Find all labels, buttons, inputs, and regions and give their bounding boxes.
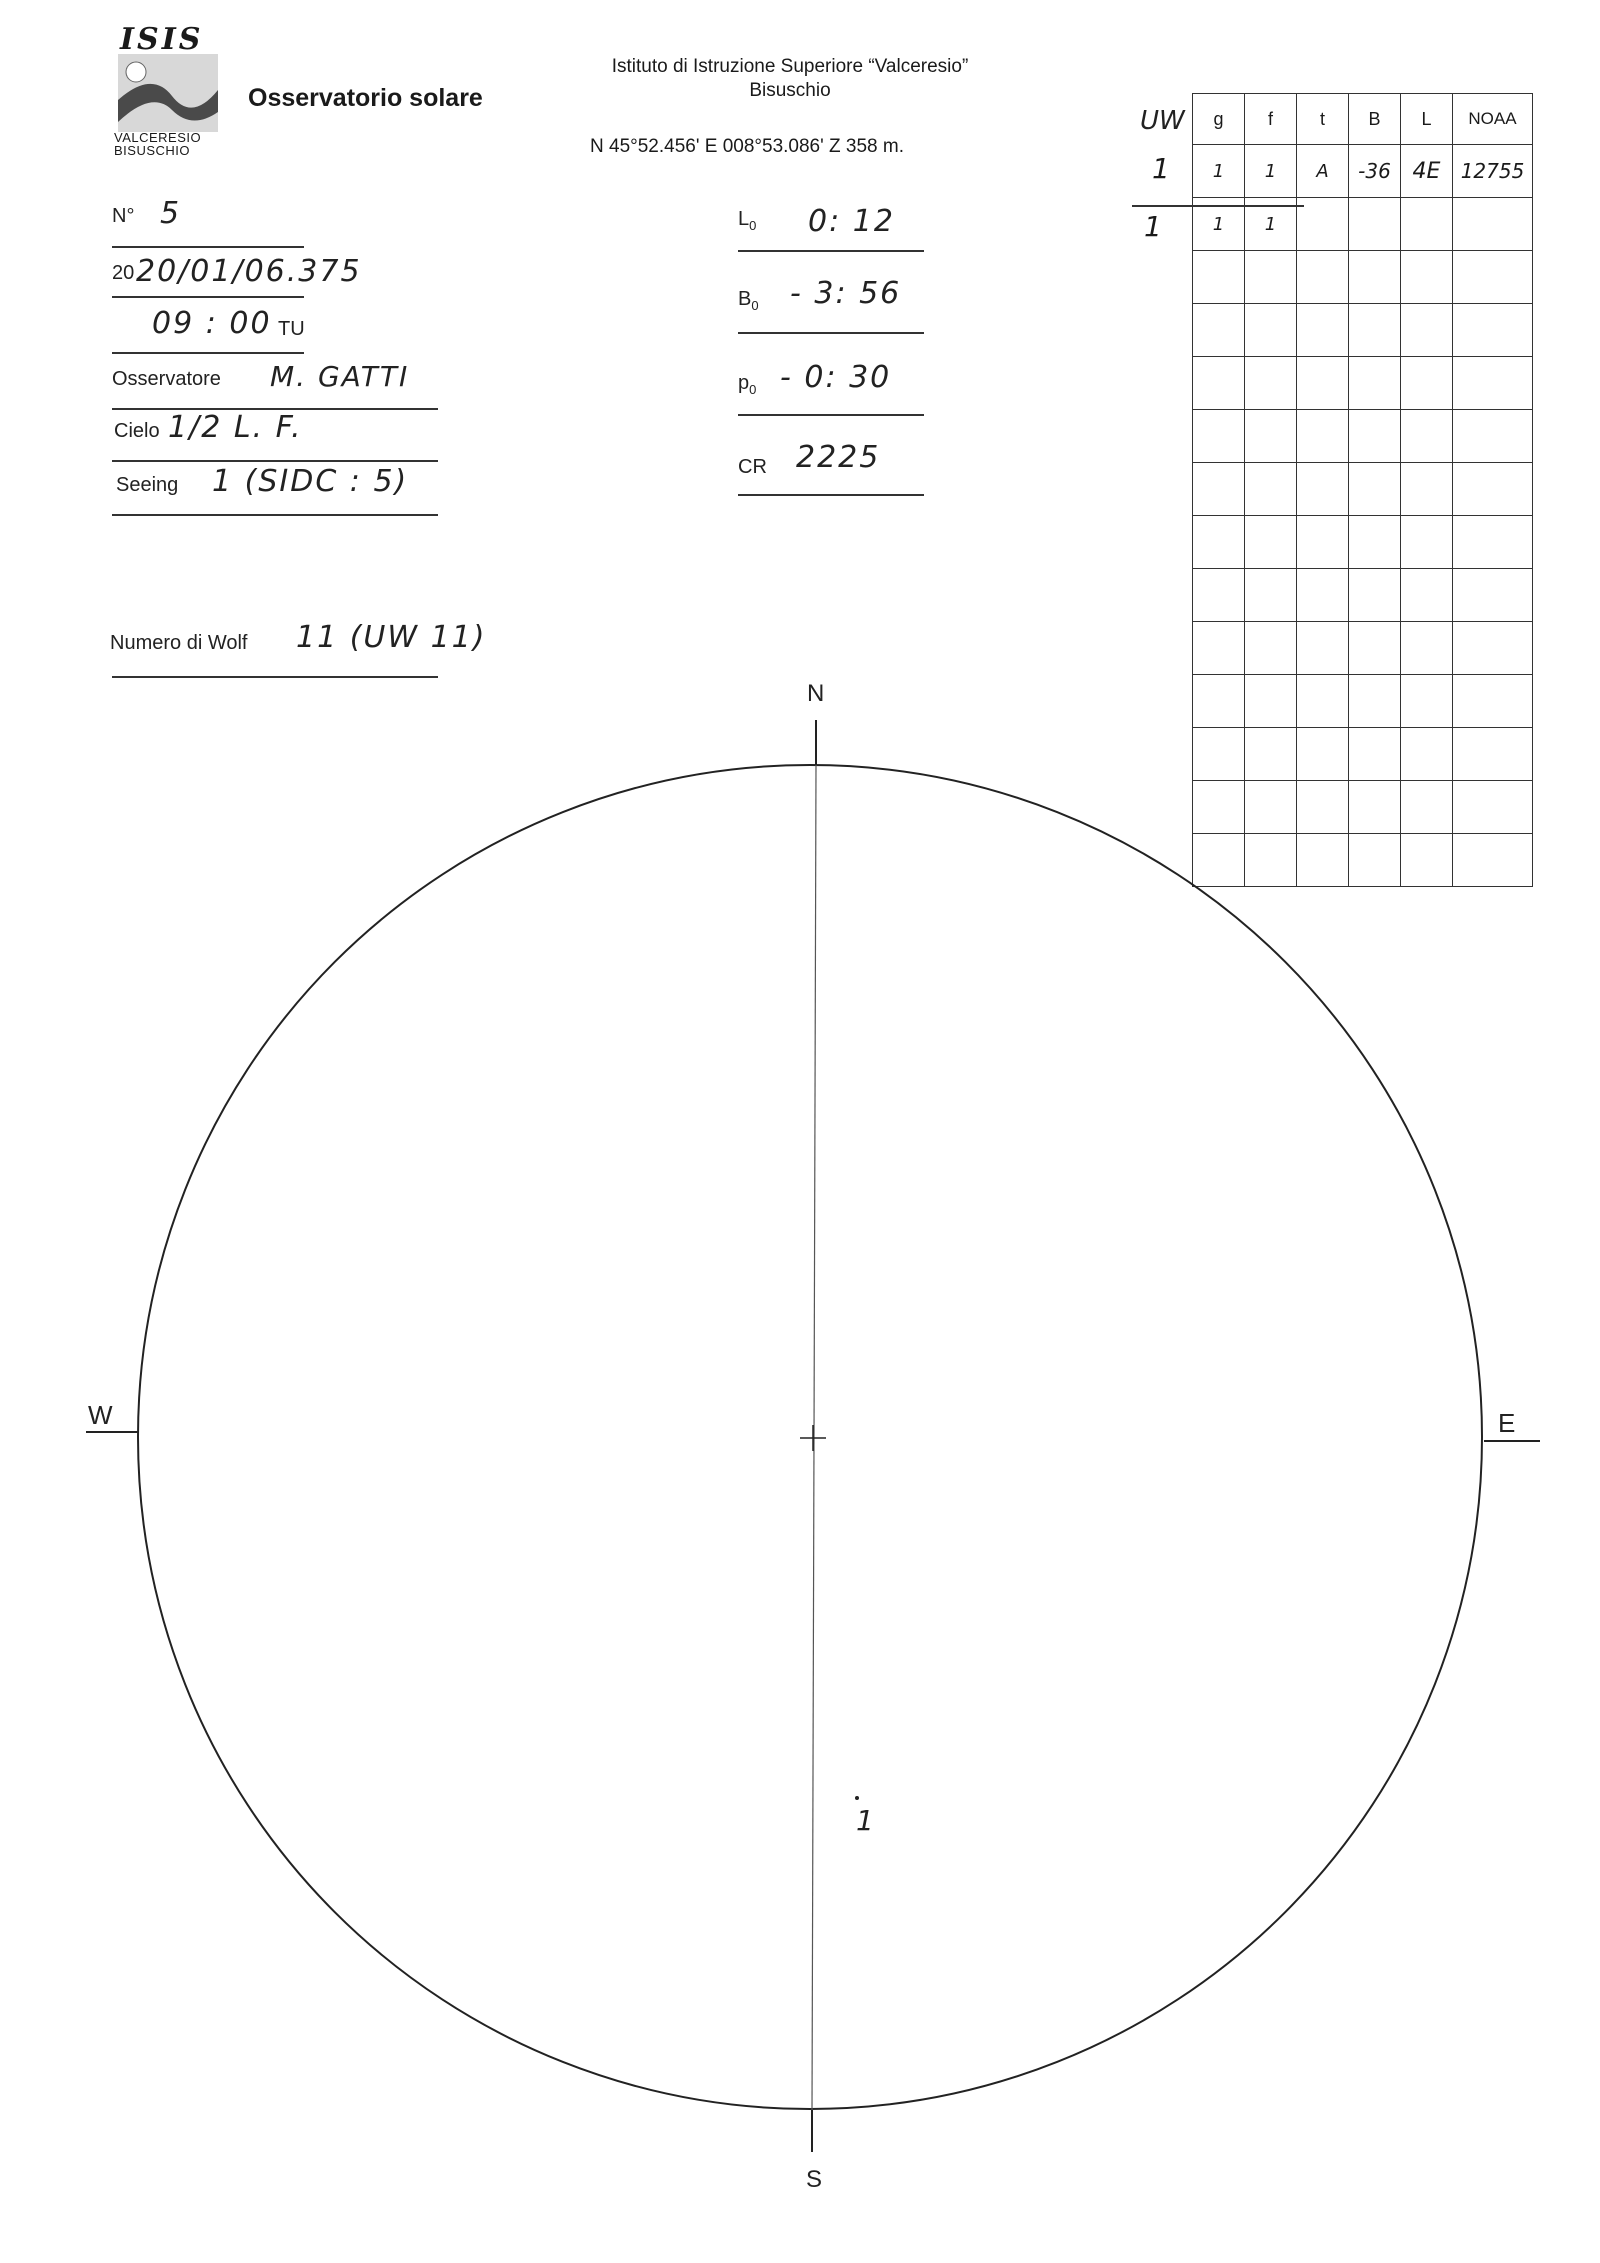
cell-noaa: 12755	[1453, 145, 1533, 198]
cell-t: A	[1297, 145, 1349, 198]
logo-text: ISIS	[120, 22, 204, 57]
seeing-label: Seeing	[116, 474, 179, 496]
seeing-value: 1 (SIDC : 5)	[212, 464, 409, 499]
header-g: g	[1193, 94, 1245, 145]
header-l: L	[1401, 94, 1453, 145]
time-unit: TU	[278, 318, 305, 340]
cr-value: 2225	[796, 440, 881, 475]
header-f: f	[1245, 94, 1297, 145]
l0-label-text: L	[738, 208, 750, 230]
west-label: W	[88, 1400, 113, 1430]
cell-b: -36	[1349, 145, 1401, 198]
group-label: 1	[856, 1804, 876, 1837]
b0-subscript: 0	[751, 298, 759, 313]
wolf-number-label: Numero di Wolf	[110, 632, 248, 654]
p0-label-text: p	[738, 372, 750, 394]
b0-label-text: B	[738, 288, 752, 310]
logo-sub-text-2: BISUSCHIO	[114, 143, 191, 158]
south-label: S	[806, 2166, 823, 2193]
header-t: t	[1297, 94, 1349, 145]
l0-subscript: 0	[749, 218, 757, 233]
observer-label: Osservatore	[112, 368, 221, 390]
cell-g: 1	[1193, 145, 1245, 198]
p0-value: - 0: 30	[780, 360, 892, 395]
wolf-number-value: 11 (UW 11)	[296, 620, 487, 655]
header-b: B	[1349, 94, 1401, 145]
cell-g: 1	[1193, 198, 1245, 251]
solar-disk	[138, 765, 1482, 2109]
uw-value-row2: 1	[1144, 210, 1162, 243]
number-value: 5	[160, 196, 182, 231]
p0-subscript: 0	[749, 382, 757, 397]
cell-f: 1	[1245, 145, 1297, 198]
header-noaa: NOAA	[1453, 94, 1533, 145]
sunspot	[855, 1796, 859, 1800]
observer-value: M. GATTI	[270, 360, 410, 393]
institute-title: Istituto di Istruzione Superiore “Valceresio”	[611, 56, 969, 77]
cell-f: 1	[1245, 198, 1297, 251]
uw-value-row1: 1	[1152, 152, 1170, 185]
cr-label: CR	[738, 456, 767, 478]
observatory-title: Osservatorio solare	[248, 84, 483, 112]
uw-header: UW	[1140, 106, 1185, 136]
l0-value: 0: 12	[808, 204, 895, 239]
sky-value: 1/2 L. F.	[168, 410, 303, 445]
cell-l: 4E	[1401, 145, 1453, 198]
sky-label: Cielo	[114, 420, 160, 442]
b0-value: - 3: 56	[790, 276, 902, 311]
site-coordinates: N 45°52.456' E 008°53.086' Z 358 m.	[590, 136, 904, 157]
number-label: N°	[112, 205, 135, 227]
date-prefix: 20	[112, 262, 135, 284]
logo-sub-text: VALCERESIO	[114, 130, 202, 145]
institute-subtitle: Bisuschio	[749, 80, 831, 101]
date-value: 20/01/06.375	[136, 254, 362, 289]
north-label: N	[807, 680, 825, 707]
east-label: E	[1498, 1408, 1516, 1438]
time-value: 09 : 00	[152, 306, 272, 341]
